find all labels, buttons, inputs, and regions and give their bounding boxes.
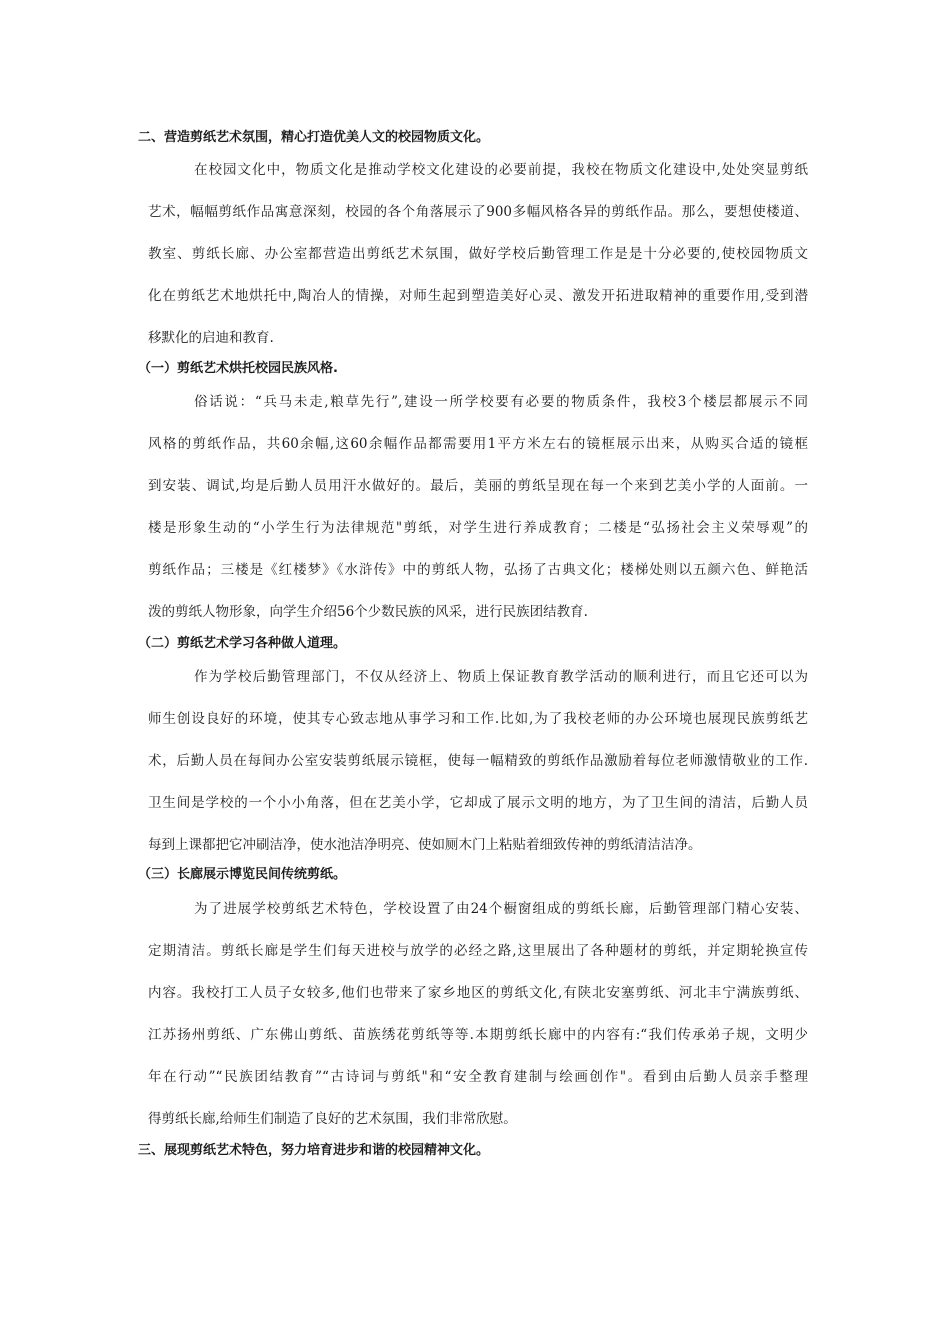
text-line: 楼是形象生动的“小学生行为法律规范"剪纸，对学生进行养成教育；二楼是“弘扬社会主义荣辱观”的 (148, 520, 808, 536)
text-line: 风格的剪纸作品，共60余幅,这60余幅作品都需要用1平方米左右的镜框展示出来，从购买合适的镜框 (148, 436, 808, 452)
text-line: 术，后勤人员在每间办公室安装剪纸展示镜框，使每一幅精致的剪纸作品激励着每位老师激情敬业的工作. (148, 753, 808, 769)
text-line: 卫生间是学校的一个小小角落，但在艺美小学，它却成了展示文明的地方，为了卫生间的清洁，后勤人员 (148, 795, 808, 811)
text-line: 师生创设良好的环境，使其专心致志地从事学习和工作.比如,为了我校老师的办公环境也展现民族剪纸艺 (148, 711, 808, 727)
section-heading-3: 三、展现剪纸艺术特色，努力培育进步和谐的校园精神文化。 (138, 1143, 490, 1158)
text-line: 每到上课都把它冲刷洁净，使水池洁净明亮、使如厕木门上粘贴着细致传神的剪纸清洁洁净。 (148, 837, 702, 853)
text-line: 江苏扬州剪纸、广东佛山剪纸、苗族绣花剪纸等等.本期剪纸长廊中的内容有:“我们传承弟子规，文明少 (148, 1027, 808, 1043)
text-line: 剪纸作品；三楼是《红楼梦》《水浒传》中的剪纸人物，弘扬了古典文化；楼梯处则以五颜六色、鲜艳活 (148, 562, 808, 578)
text-line: 艺术，幅幅剪纸作品寓意深刻，校园的各个角落展示了900多幅风格各异的剪纸作品。那么，要想使楼道、 (148, 204, 808, 220)
subsection-heading-1: （一）剪纸艺术烘托校园民族风格. (138, 361, 338, 376)
text-line: 移默化的启迪和教育. (148, 330, 274, 346)
text-line: 到安装、调试,均是后勤人员用汗水做好的。最后，美丽的剪纸呈现在每一个来到艺美小学的人面前。一 (148, 478, 808, 494)
text-line: 泼的剪纸人物形象，向学生介绍56个少数民族的风采，进行民族团结教育. (148, 604, 588, 620)
text-line: 教室、剪纸长廊、办公室都营造出剪纸艺术氛围，做好学校后勤管理工作是是十分必要的,使校园物质文 (148, 246, 808, 262)
text-line: 在校园文化中，物质文化是推动学校文化建设的必要前提，我校在物质文化建设中,处处突显剪纸 (194, 162, 808, 178)
text-line: 定期清洁。剪纸长廊是学生们每天进校与放学的必经之路,这里展出了各种题材的剪纸，并定期轮换宣传 (148, 943, 808, 959)
text-line: 作为学校后勤管理部门，不仅从经济上、物质上保证教育教学活动的顺利进行，而且它还可以为 (194, 669, 808, 685)
subsection-heading-2: （二）剪纸艺术学习各种做人道理。 (138, 636, 347, 651)
text-line: 为了进展学校剪纸艺术特色，学校设置了由24个橱窗组成的剪纸长廊，后勤管理部门精心安装、 (194, 901, 808, 917)
text-line: 化在剪纸艺术地烘托中,陶冶人的情操，对师生起到塑造美好心灵、激发开拓进取精神的重要作用,受到潜 (148, 288, 808, 304)
text-line: 得剪纸长廊,给师生们制造了良好的艺术氛围，我们非常欣慰。 (148, 1111, 517, 1127)
text-line: 内容。我校打工人员子女较多,他们也带来了家乡地区的剪纸文化,有陕北安塞剪纸、河北丰宁满族剪纸、 (148, 985, 808, 1001)
text-line: 年在行动”“民族团结教育”“古诗词与剪纸"和“安全教育建制与绘画创作"。看到由后勤人员亲手整理 (148, 1069, 808, 1085)
text-line: 俗话说：“兵马未走,粮草先行”,建设一所学校要有必要的物质条件，我校3个楼层都展示不同 (194, 394, 808, 410)
subsection-heading-3: （三）长廊展示博览民间传统剪纸。 (138, 867, 347, 882)
section-heading-2: 二、营造剪纸艺术氛围，精心打造优美人文的校园物质文化。 (138, 130, 490, 145)
